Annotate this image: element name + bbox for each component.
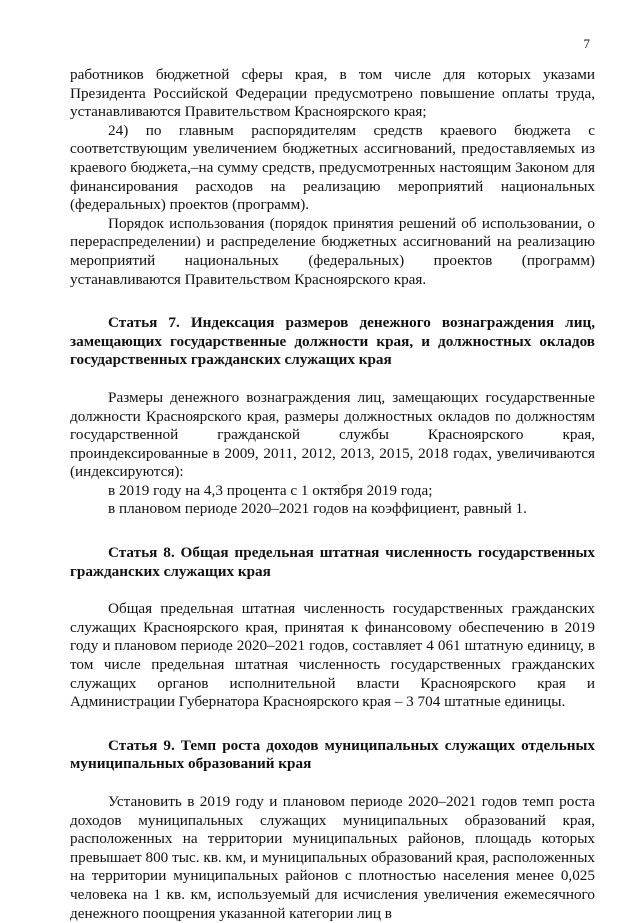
article-7-heading: Статья 7. Индексация размеров денежного вознаграждения лиц, замещающих государственные должности края, и должностных окладов государственных гражданских служащих края (70, 314, 595, 369)
spacer (70, 370, 595, 389)
article-8-heading: Статья 8. Общая предельная штатная численность государственных гражданских служащих края (70, 544, 595, 580)
spacer (70, 519, 595, 544)
spacer (70, 774, 595, 793)
article-7-item-1: в 2019 году на 4,3 процента с 1 октября 2019 года; (108, 481, 433, 499)
intro-paragraph-3: Порядок использования (порядок принятия решений об использовании, о перераспределении) и распределение бюджетных ассигнований на реализацию мероприятий национальных (федеральных) проектов (программ) устанавливаются Правительством Красноярского края. (70, 214, 595, 288)
page-number: 7 (583, 36, 590, 51)
spacer (70, 712, 595, 737)
article-8-paragraph: Общая предельная штатная численность государственных гражданских служащих Красноярского края, принятая к финансовому обеспечению в 2019 году и плановом периоде 2020–2021 годов, составляет 4 061 штатную единицу, в том числе предельная штатная численность государственных гражданских служащих органов исполнительной власти Красноярского края и Администрации Губернатора Красноярского края – 3 704 штатные единицы. (70, 600, 595, 711)
intro-paragraph-2: 24) по главным распорядителям средств краевого бюджета с соответствующим увеличением бюджетных ассигнований, предоставляемых из краевого бюджета,–на сумму средств, предусмотренных настоящим Законом для финансирования расходов на реализацию мероприятий национальных (федеральных) проектов (программ). (70, 121, 595, 214)
article-9-paragraph: Установить в 2019 году и плановом периоде 2020–2021 годов темп роста доходов муниципальных служащих муниципальных образований края, расположенных на территории муниципальных районов, площадь которых превышает 800 тыс. кв. км, и муниципальных образований края, расположенных на территории муниципальных районов с плотностью населения менее 0,025 человека на 1 кв. км, используемый для исчисления увеличения ежемесячного денежного поощрения указанной категории лиц в (70, 793, 595, 922)
article-7-paragraph: Размеры денежного вознаграждения лиц, замещающих государственные должности Красноярского края, размеры должностных окладов по должностям государственной гражданской службы Красноярского края, проиндексированные в 2009, 2011, 2012, 2013, 2015, 2018 годах, увеличиваются (индексируются): (70, 388, 595, 481)
spacer (70, 289, 595, 314)
article-7-item-2: в плановом периоде 2020–2021 годов на коэффициент, равный 1. (108, 500, 527, 518)
document-body (70, 66, 595, 923)
intro-paragraph-1: работников бюджетной сферы края, в том числе для которых указами Президента Российской Федерации предусмотрено повышение оплаты труда, устанавливаются Правительством Красноярского края; (70, 66, 595, 121)
article-9-heading: Статья 9. Темп роста доходов муниципальных служащих отдельных муниципальных образований края (70, 736, 595, 773)
spacer (70, 581, 595, 600)
